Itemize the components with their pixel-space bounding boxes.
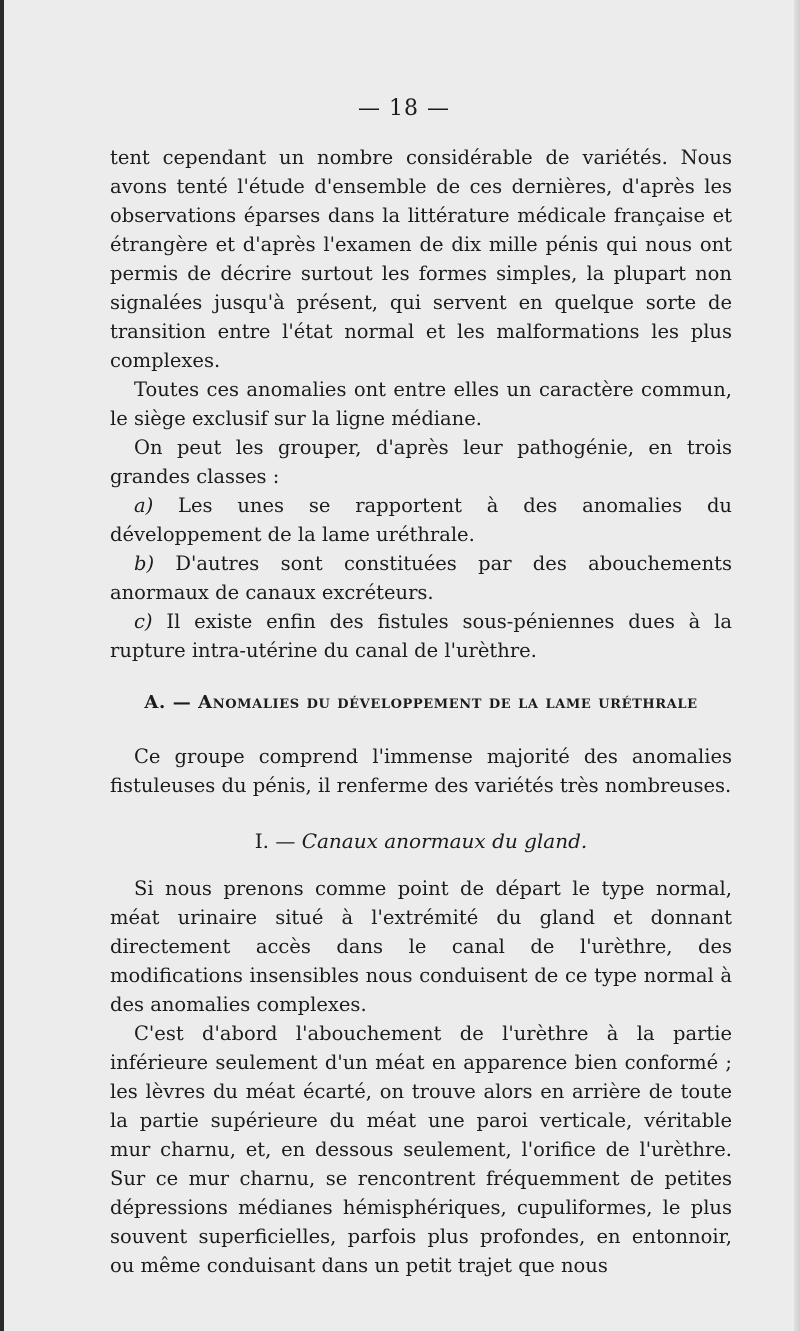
class-text-c: Il existe enfin des fistules sous-péniennes dues à la rupture intra-utérine du canal de l'urèthre. — [110, 610, 732, 662]
paragraph-normal-type: Si nous prenons comme point de départ le type normal, méat urinaire situé à l'extrémité du gland et donnant directement accès dans le canal de l'urèthre, des modifications insensibles nous conduisent de ce type normal à des anomalies complexes. — [110, 877, 732, 1016]
class-text-a: Les unes se rapportent à des anomalies du développement de la lame uréthrale. — [110, 494, 732, 546]
class-item-b — [110, 549, 732, 607]
paragraph-continuation: tent cependant un nombre considérable de variétés. Nous avons tenté l'étude d'ensemble de ces dernières, d'après les observations éparses dans la littérature médicale française et étrangère et d'après l'examen de dix mille pénis qui nous ont permis de décrire surtout les formes simples, la plupart non signalées jusqu'à présent, qui servent en quelque sorte de transition entre l'état normal et les malformations les plus complexes. — [110, 146, 732, 372]
class-item-a — [110, 491, 732, 549]
page-number: — 18 — — [358, 96, 450, 121]
paragraph-abouchement: C'est d'abord l'abouchement de l'urèthre à la partie inférieure seulement d'un méat en apparence bien conformé ; les lèvres du méat écarté, on trouve alors en arrière de toute la partie supérieure du méat une paroi verticale, véritable mur charnu, et, en dessous seulement, l'orifice de l'urèthre. Sur ce mur charnu, se rencontrent fréquemment de petites dépressions médianes hémisphériques, cupuliformes, le plus souvent superficielles, parfois plus profondes, en entonnoir, ou même conduisant dans un petit trajet que nous — [110, 1022, 732, 1277]
paragraph-classification: On peut les grouper, d'après leur pathogénie, en trois grandes classes : — [110, 436, 732, 488]
section-intro: Ce groupe comprend l'immense majorité des anomalies fistuleuses du pénis, il renferme des variétés très nombreuses. — [110, 745, 732, 797]
subsection-label: I. — — [254, 829, 296, 853]
section-title: Anomalies du développement de la lame uréthrale — [198, 692, 698, 713]
section-intro-block — [110, 742, 732, 800]
class-item-c — [110, 607, 732, 665]
class-letter-c: c) — [134, 610, 153, 633]
text-block-bottom — [110, 874, 732, 1280]
page-edge-shadow — [794, 0, 800, 1331]
subsection-heading — [110, 829, 732, 853]
subsection-title: Canaux anormaux du gland. — [301, 829, 588, 853]
paragraph-common-character: Toutes ces anomalies ont entre elles un caractère commun, le siège exclusif sur la ligne médiane. — [110, 378, 732, 430]
class-text-b: D'autres sont constituées par des abouchements anormaux de canaux excréteurs. — [110, 552, 732, 604]
section-label: A. — — [144, 692, 192, 713]
class-letter-b: b) — [134, 552, 155, 575]
text-block-top — [110, 143, 732, 665]
section-heading — [110, 692, 732, 713]
class-letter-a: a) — [134, 494, 154, 517]
